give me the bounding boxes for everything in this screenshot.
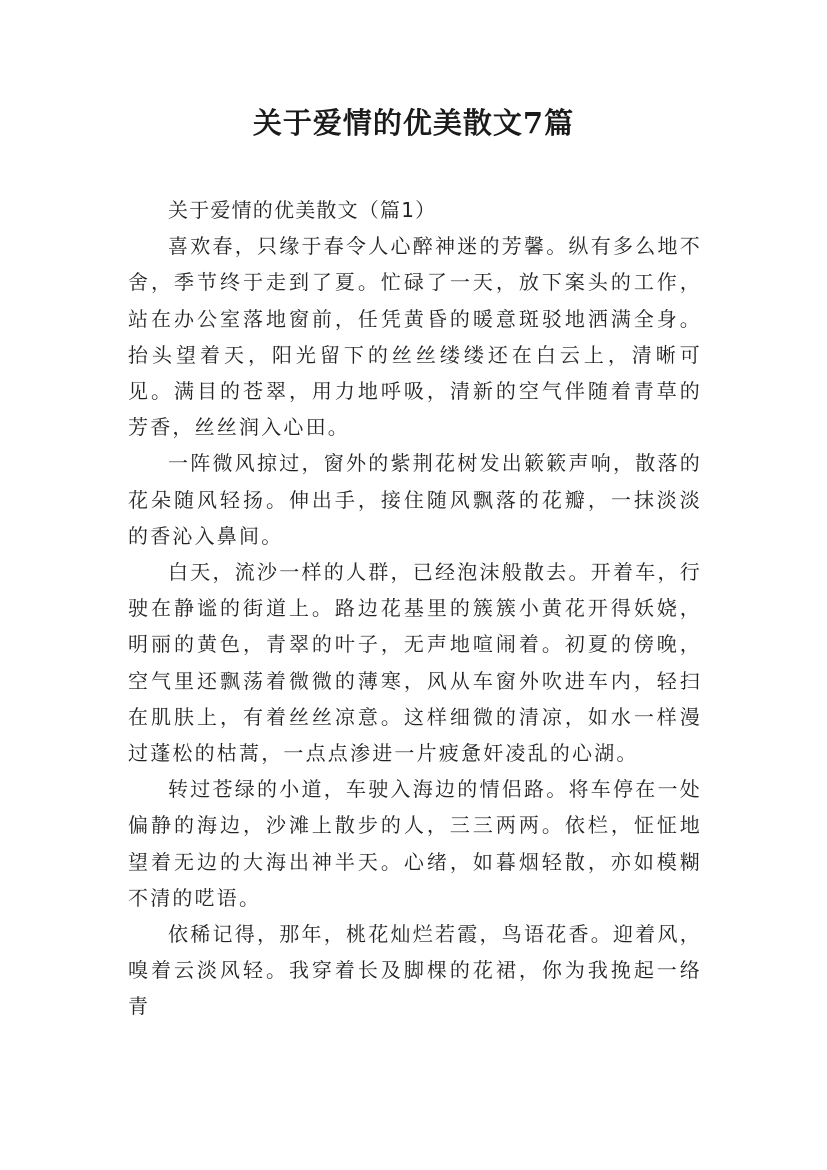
paragraph-4: 转过苍绿的小道，车驶入海边的情侣路。将车停在一处偏静的海边，沙滩上散步的人，三三两两。依栏，怔怔地望着无边的大海出神半天。心绪，如暮烟轻散，亦如模糊不清的呓语。 [128,777,702,910]
paragraph-5: 依稀记得，那年，桃花灿烂若霞，鸟语花香。迎着风，嗅着云淡风轻。我穿着长及脚棵的花裙，你为我挽起一络青 [128,922,702,1019]
section-heading: 关于爱情的优美散文（篇1） [168,198,437,222]
paragraph-1: 喜欢春，只缘于春令人心醉神迷的芳馨。纵有多么地不舍，季节终于走到了夏。忙碌了一天，放下案头的工作，站在办公室落地窗前，任凭黄昏的暖意斑驳地洒满全身。抬头望着天，阳光留下的丝丝缕缕还在白云上，清晰可见。满目的苍翠，用力地呼吸，清新的空气伴随着青草的芳香，丝丝润入心田。 [128,234,702,440]
paragraph-2: 一阵微风掠过，窗外的紫荆花树发出簌簌声响，散落的花朵随风轻扬。伸出手，接住随风飘落的花瓣，一抹淡淡的香沁入鼻间。 [128,451,702,548]
document-body [128,192,702,1025]
paragraph-3: 白天，流沙一样的人群，已经泡沫般散去。开着车，行驶在静谧的街道上。路边花基里的簇簇小黄花开得妖娆，明丽的黄色，青翠的叶子，无声地喧闹着。初夏的傍晚，空气里还飘荡着微微的薄寒，风从车窗外吹进车内，轻扫在肌肤上，有着丝丝凉意。这样细微的清凉，如水一样漫过蓬松的枯蒿，一点点渗进一片疲惫奸凌乱的心湖。 [128,560,702,766]
document-title: 关于爱情的优美散文7篇 [252,106,575,140]
